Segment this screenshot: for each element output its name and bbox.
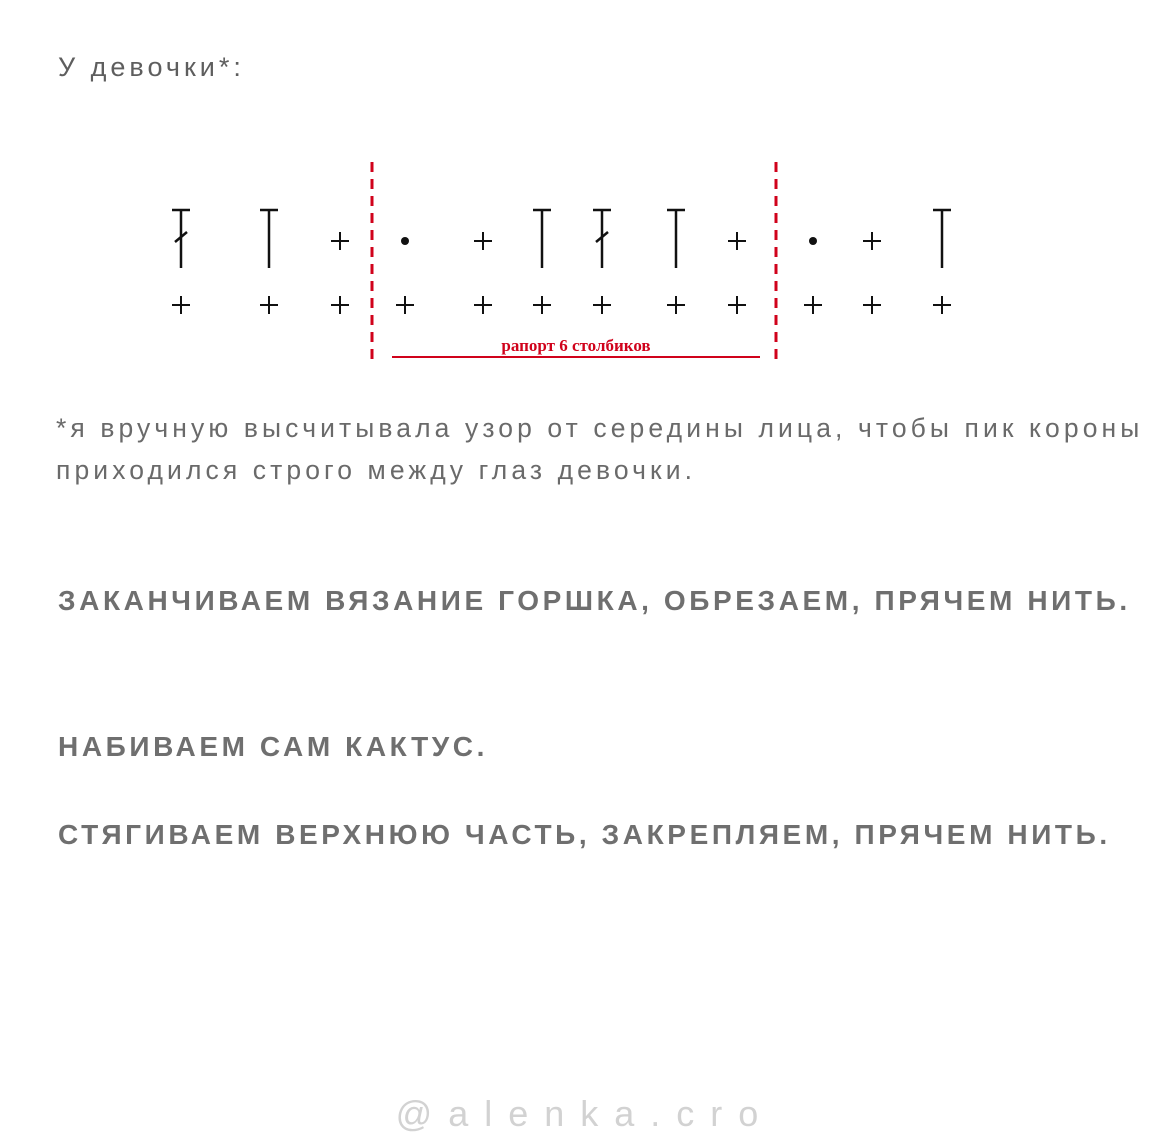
instruction-finish-pot: ЗАКАНЧИВАЕМ ВЯЗАНИЕ ГОРШКА, ОБРЕЗАЕМ, ПРЯЧЕМ НИТЬ.	[58, 585, 1131, 616]
sc-symbol	[863, 296, 881, 314]
crochet-chart	[170, 150, 970, 390]
dc-symbol	[667, 210, 685, 268]
sc-symbol	[863, 232, 881, 250]
page-heading: У девочки*:	[58, 52, 245, 82]
sc-symbol	[474, 232, 492, 250]
dc-symbol	[933, 210, 951, 268]
chart-symbols	[172, 210, 951, 314]
author-handle: @alenka.cro	[395, 1093, 775, 1134]
sc-symbol	[933, 296, 951, 314]
sc-symbol	[533, 296, 551, 314]
sc-symbol	[804, 296, 822, 314]
sc-symbol	[474, 296, 492, 314]
instruction-close-top: СТЯГИВАЕМ ВЕРХНЮЮ ЧАСТЬ, ЗАКРЕПЛЯЕМ, ПРЯЧЕМ НИТЬ.	[58, 819, 1111, 850]
sc-symbol	[728, 232, 746, 250]
repeat-label: рапорт 6 столбиков	[501, 336, 651, 355]
dc-symbol	[533, 210, 551, 268]
sc-symbol	[260, 296, 278, 314]
sc-symbol	[331, 232, 349, 250]
sc-symbol	[396, 296, 414, 314]
sc-symbol	[667, 296, 685, 314]
repeat-markers	[372, 162, 776, 359]
slip-stitch-dot	[809, 237, 817, 245]
dc-crossed-symbol	[172, 210, 190, 268]
pattern-note: *я вручную высчитывала узор от середины лица, чтобы пик короны приходился строго между глаз девочки.	[56, 413, 1144, 485]
dc-symbol	[260, 210, 278, 268]
slip-stitch-dot	[401, 237, 409, 245]
dc-crossed-symbol	[593, 210, 611, 268]
sc-symbol	[331, 296, 349, 314]
sc-symbol	[172, 296, 190, 314]
crochet-chart-svg	[170, 150, 970, 390]
instruction-stuff-cactus: НАБИВАЕМ САМ КАКТУС.	[58, 731, 488, 762]
sc-symbol	[728, 296, 746, 314]
sc-symbol	[593, 296, 611, 314]
